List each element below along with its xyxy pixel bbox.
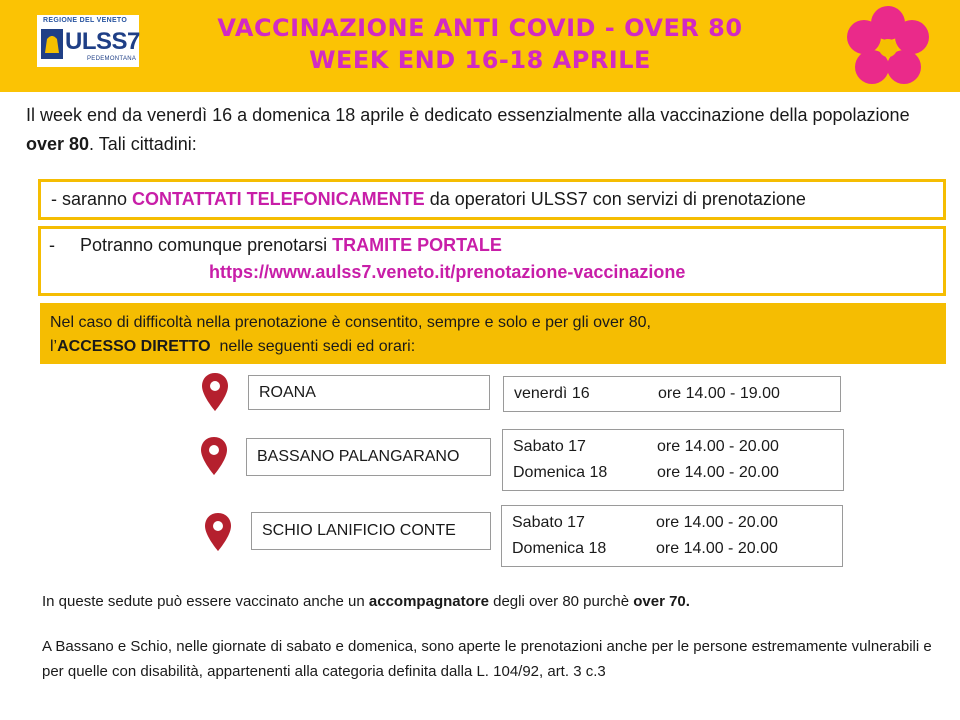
location-name: BASSANO PALANGARANO	[246, 438, 491, 476]
intro-text-1: Il week end da venerdì 16 a domenica 18 aprile è dedicato essenzialmente alla vaccinazione della popolazione	[26, 105, 910, 125]
phone-pre: - saranno	[51, 189, 133, 209]
portal-booking-box	[38, 226, 946, 296]
schedule-time: ore 14.00 - 20.00	[657, 438, 779, 455]
intro-bold: over 80	[26, 134, 90, 154]
lion-icon	[41, 29, 63, 59]
schedule-day: Sabato 17	[513, 438, 586, 455]
schedule-day: venerdì 16	[514, 385, 590, 402]
map-pin-icon	[200, 436, 228, 476]
companion-bold-2: over 70.	[633, 593, 690, 610]
companion-mid: degli over 80 purchè	[488, 593, 634, 610]
map-pin-icon	[201, 372, 229, 412]
logo-name: ULSS7	[65, 28, 140, 55]
schedule-time: ore 14.00 - 19.00	[658, 385, 780, 402]
phone-contact-box	[38, 179, 946, 220]
vulnerable-note: A Bassano e Schio, nelle giornate di sabato e domenica, sono aperte le prenotazioni anche per le persone estremamente vulnerabili e per quelle con disabilità, appartenenti alla categoria definita dalla L. 104/92, art. 3 c.3	[42, 638, 932, 680]
schedule-day: Domenica 18	[513, 464, 608, 481]
intro-paragraph	[26, 101, 936, 159]
companion-bold-1: accompagnatore	[368, 593, 489, 610]
location-schedule	[501, 505, 843, 567]
direct-access-pre: l’	[50, 338, 58, 355]
direct-access-line1: Nel caso di difficoltà nella prenotazione è consentito, sempre e solo e per gli over 80,	[50, 314, 651, 331]
phone-contact-text	[51, 189, 806, 210]
logo-region: REGIONE DEL VENETO	[43, 17, 128, 24]
location-name: ROANA	[248, 375, 490, 410]
map-pin-icon	[204, 512, 232, 552]
schedule-day: Sabato 17	[512, 514, 585, 531]
schedule-day: Domenica 18	[512, 540, 607, 557]
portal-text	[49, 235, 502, 256]
portal-pre: - Potranno comunque prenotarsi	[49, 235, 333, 255]
title-line-2: WEEK END 16-18 APRILE	[309, 46, 651, 74]
portal-highlight: TRAMITE PORTALE	[332, 235, 502, 255]
location-schedule	[503, 376, 841, 412]
title-line-1: VACCINAZIONE ANTI COVID - OVER 80	[217, 14, 743, 42]
direct-access-box	[40, 303, 946, 364]
ulss7-logo	[37, 15, 139, 67]
direct-access-text	[50, 311, 651, 359]
companion-note	[42, 593, 690, 610]
direct-access-bold: ACCESSO DIRETTO	[57, 338, 211, 355]
logo-sub: PEDEMONTANA	[87, 56, 137, 62]
phone-highlight: CONTATTATI TELEFONICAMENTE	[132, 189, 425, 209]
phone-post: da operatori ULSS7 con servizi di prenotazione	[424, 189, 806, 209]
flower-icon	[842, 3, 934, 93]
schedule-time: ore 14.00 - 20.00	[657, 464, 779, 481]
schedule-time: ore 14.00 - 20.00	[656, 540, 778, 557]
schedule-time: ore 14.00 - 20.00	[656, 514, 778, 531]
portal-url-link[interactable]: https://www.aulss7.veneto.it/prenotazione-vaccinazione	[209, 262, 686, 282]
companion-pre: In queste sedute può essere vaccinato anche un	[42, 593, 369, 610]
location-schedule	[502, 429, 844, 491]
location-name: SCHIO LANIFICIO CONTE	[251, 512, 491, 550]
direct-access-post: nelle seguenti sedi ed orari:	[210, 338, 416, 355]
intro-text-2: . Tali cittadini:	[89, 134, 197, 154]
